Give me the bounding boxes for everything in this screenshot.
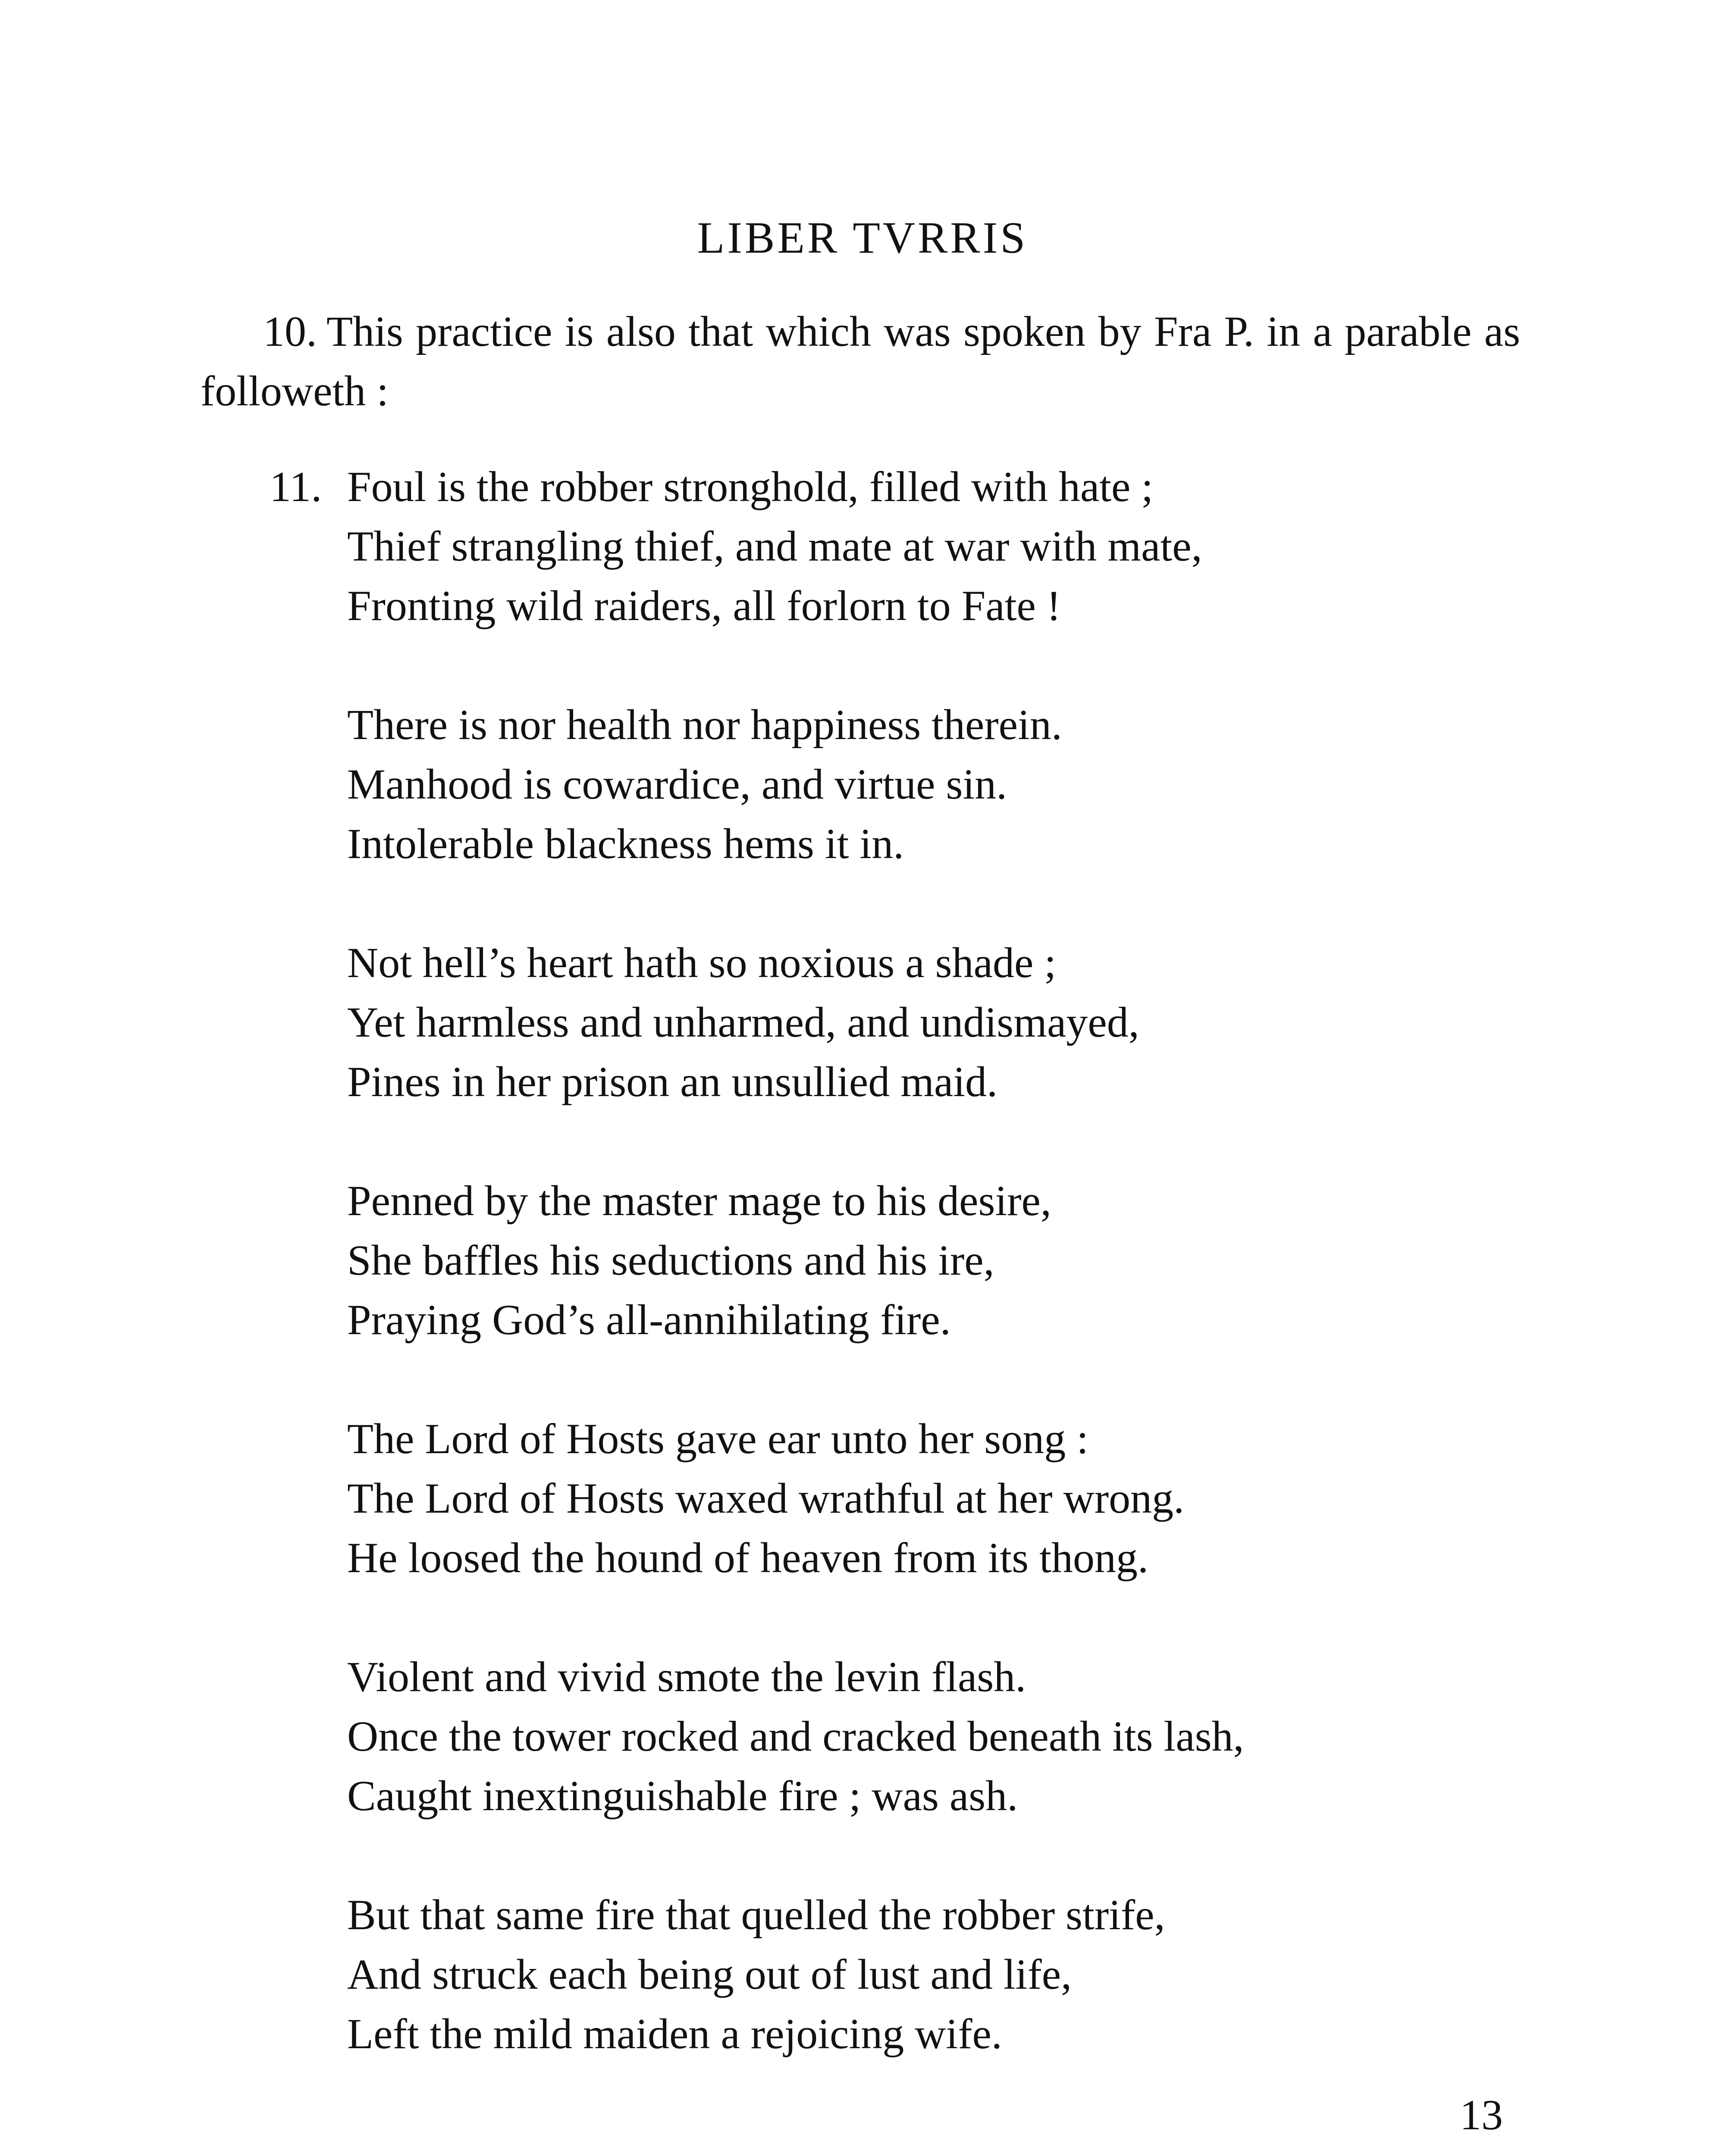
verse-line: Thief strangling thief, and mate at war with mate, <box>347 522 1202 570</box>
verse-line: And struck each being out of lust and life, <box>347 1950 1072 1998</box>
verse-line: Manhood is cowardice, and virtue sin. <box>347 760 1007 808</box>
paragraph-number: 10. <box>263 307 317 355</box>
verse-line: Foul is the robber stronghold, filled with hate ; <box>347 463 1154 511</box>
verse-number: 11. <box>270 463 322 511</box>
verse-line: Not hell’s heart hath so noxious a shade ; <box>347 939 1057 987</box>
verse-line: Once the tower rocked and cracked beneath its lash, <box>347 1712 1244 1760</box>
verse-line: Violent and vivid smote the levin flash. <box>347 1653 1026 1701</box>
stanza-6 <box>347 1647 1512 1826</box>
verse-line: There is nor health nor happiness therein. <box>347 701 1062 749</box>
verse-line: The Lord of Hosts waxed wrathful at her wrong. <box>347 1474 1185 1522</box>
verse-line: But that same fire that quelled the robber strife, <box>347 1891 1165 1939</box>
stanza-2 <box>347 695 1512 874</box>
verse-line: The Lord of Hosts gave ear unto her song : <box>347 1415 1088 1463</box>
stanza-3 <box>347 933 1512 1112</box>
verse-line: Penned by the master mage to his desire, <box>347 1177 1051 1225</box>
verse-line: Yet harmless and unharmed, and undismayed, <box>347 998 1139 1046</box>
verse-line: She baffles his seductions and his ire, <box>347 1236 994 1284</box>
page-number: 13 <box>1460 2091 1503 2139</box>
stanza-5 <box>347 1409 1512 1588</box>
verse-line: Left the mild maiden a rejoicing wife. <box>347 2010 1002 2058</box>
verse-line: Praying God’s all-annihilating fire. <box>347 1296 951 1344</box>
stanza-4 <box>347 1171 1512 1350</box>
stanza-7 <box>347 1885 1512 2064</box>
verse-line: He loosed the hound of heaven from its thong. <box>347 1534 1148 1582</box>
paragraph-text: This practice is also that which was spoken by Fra P. in a parable as followeth : <box>201 307 1520 415</box>
paragraph-10 <box>201 302 1520 421</box>
running-head: LIBER TVRRIS <box>697 213 1028 263</box>
stanza-1 <box>347 457 1512 636</box>
verse-line: Caught inextinguishable fire ; was ash. <box>347 1772 1018 1820</box>
verse-line: Intolerable blackness hems it in. <box>347 820 904 868</box>
verse-line: Pines in her prison an unsullied maid. <box>347 1058 998 1106</box>
verse-line: Fronting wild raiders, all forlorn to Fate ! <box>347 582 1061 630</box>
